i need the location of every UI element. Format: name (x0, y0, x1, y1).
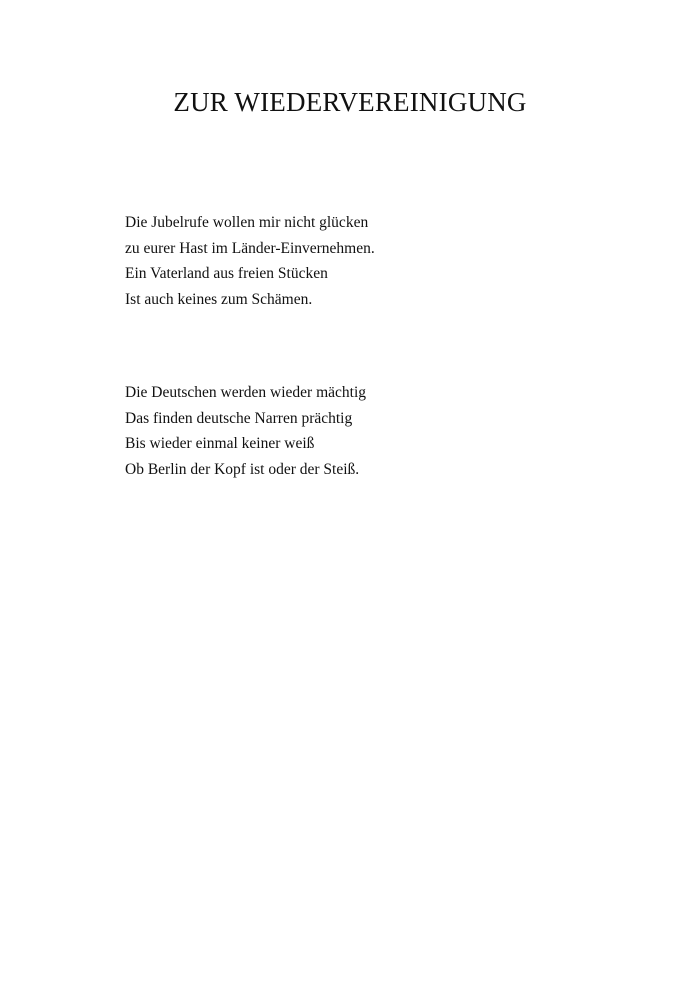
poem-line: Die Jubelrufe wollen mir nicht glücken (125, 214, 369, 231)
poem-line: Die Deutschen werden wieder mächtig (125, 384, 367, 401)
poem-line: Ob Berlin der Kopf ist oder der Steiß. (125, 460, 360, 478)
poem-line: Ein Vaterland aus freien Stücken (125, 265, 328, 282)
stanza-1 (125, 210, 645, 312)
poem-line: Ist auch keines zum Schämen. (125, 290, 313, 308)
poem-line: zu eurer Hast im Länder-Einvernehmen. (125, 239, 375, 257)
stanza-2 (125, 380, 645, 482)
poem-line: Das finden deutsche Narren prächtig (125, 409, 353, 427)
poem-line: Bis wieder einmal keiner weiß (125, 435, 315, 452)
poem-title: ZUR WIEDERVEREINIGUNG (173, 87, 527, 117)
